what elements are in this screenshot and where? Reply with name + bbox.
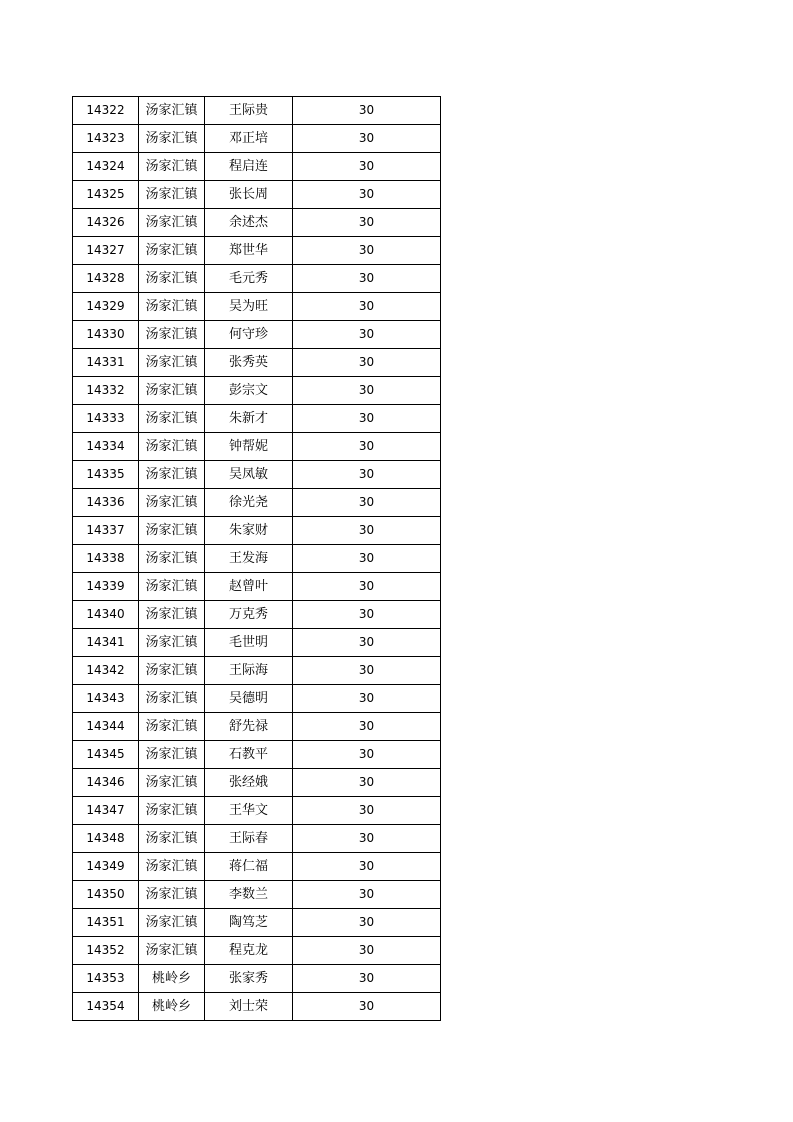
- person-name-cell: 李数兰: [205, 881, 293, 909]
- town-cell: 汤家汇镇: [139, 125, 205, 153]
- town-cell: 汤家汇镇: [139, 573, 205, 601]
- town-cell: 汤家汇镇: [139, 153, 205, 181]
- row-id-cell: 14349: [73, 853, 139, 881]
- person-name-cell: 刘士荣: [205, 993, 293, 1021]
- town-cell: 汤家汇镇: [139, 237, 205, 265]
- person-name-cell: 王发海: [205, 545, 293, 573]
- town-cell: 汤家汇镇: [139, 825, 205, 853]
- table-row: [73, 125, 441, 153]
- person-name-cell: 程启连: [205, 153, 293, 181]
- table-row: [73, 433, 441, 461]
- town-cell: 汤家汇镇: [139, 881, 205, 909]
- row-id-cell: 14346: [73, 769, 139, 797]
- amount-cell: 30: [293, 321, 441, 349]
- town-cell: 汤家汇镇: [139, 853, 205, 881]
- town-cell: 汤家汇镇: [139, 657, 205, 685]
- town-cell: 汤家汇镇: [139, 629, 205, 657]
- amount-cell: 30: [293, 965, 441, 993]
- town-cell: 汤家汇镇: [139, 769, 205, 797]
- table-row: [73, 405, 441, 433]
- amount-cell: 30: [293, 293, 441, 321]
- town-cell: 汤家汇镇: [139, 349, 205, 377]
- person-name-cell: 邓正培: [205, 125, 293, 153]
- town-cell: 汤家汇镇: [139, 97, 205, 125]
- row-id-cell: 14334: [73, 433, 139, 461]
- town-cell: 汤家汇镇: [139, 937, 205, 965]
- row-id-cell: 14333: [73, 405, 139, 433]
- table-row: [73, 573, 441, 601]
- amount-cell: 30: [293, 433, 441, 461]
- amount-cell: 30: [293, 853, 441, 881]
- row-id-cell: 14344: [73, 713, 139, 741]
- table-row: [73, 377, 441, 405]
- table-row: [73, 545, 441, 573]
- person-name-cell: 何守珍: [205, 321, 293, 349]
- table-row: [73, 881, 441, 909]
- table-row: [73, 657, 441, 685]
- town-cell: 汤家汇镇: [139, 293, 205, 321]
- amount-cell: 30: [293, 909, 441, 937]
- amount-cell: 30: [293, 153, 441, 181]
- row-id-cell: 14326: [73, 209, 139, 237]
- row-id-cell: 14348: [73, 825, 139, 853]
- row-id-cell: 14350: [73, 881, 139, 909]
- row-id-cell: 14340: [73, 601, 139, 629]
- town-cell: 汤家汇镇: [139, 181, 205, 209]
- town-cell: 汤家汇镇: [139, 909, 205, 937]
- person-name-cell: 万克秀: [205, 601, 293, 629]
- table-body: [73, 97, 441, 1021]
- town-cell: 汤家汇镇: [139, 685, 205, 713]
- person-name-cell: 吴凤敏: [205, 461, 293, 489]
- person-name-cell: 毛世明: [205, 629, 293, 657]
- row-id-cell: 14322: [73, 97, 139, 125]
- amount-cell: 30: [293, 349, 441, 377]
- person-name-cell: 吴为旺: [205, 293, 293, 321]
- row-id-cell: 14324: [73, 153, 139, 181]
- town-cell: 汤家汇镇: [139, 209, 205, 237]
- amount-cell: 30: [293, 881, 441, 909]
- amount-cell: 30: [293, 377, 441, 405]
- table-row: [73, 181, 441, 209]
- town-cell: 汤家汇镇: [139, 461, 205, 489]
- town-cell: 桃岭乡: [139, 993, 205, 1021]
- table-row: [73, 909, 441, 937]
- table-row: [73, 685, 441, 713]
- person-name-cell: 朱新才: [205, 405, 293, 433]
- table-row: [73, 629, 441, 657]
- table-row: [73, 993, 441, 1021]
- table-row: [73, 741, 441, 769]
- person-name-cell: 朱家财: [205, 517, 293, 545]
- person-name-cell: 舒先禄: [205, 713, 293, 741]
- town-cell: 汤家汇镇: [139, 433, 205, 461]
- table-row: [73, 293, 441, 321]
- amount-cell: 30: [293, 741, 441, 769]
- table-row: [73, 461, 441, 489]
- table-row: [73, 937, 441, 965]
- row-id-cell: 14329: [73, 293, 139, 321]
- amount-cell: 30: [293, 993, 441, 1021]
- row-id-cell: 14332: [73, 377, 139, 405]
- person-name-cell: 张长周: [205, 181, 293, 209]
- row-id-cell: 14354: [73, 993, 139, 1021]
- town-cell: 汤家汇镇: [139, 265, 205, 293]
- amount-cell: 30: [293, 685, 441, 713]
- person-name-cell: 吴德明: [205, 685, 293, 713]
- table-row: [73, 209, 441, 237]
- person-name-cell: 徐光尧: [205, 489, 293, 517]
- amount-cell: 30: [293, 601, 441, 629]
- table-row: [73, 853, 441, 881]
- town-cell: 汤家汇镇: [139, 797, 205, 825]
- table-row: [73, 769, 441, 797]
- row-id-cell: 14352: [73, 937, 139, 965]
- row-id-cell: 14343: [73, 685, 139, 713]
- amount-cell: 30: [293, 797, 441, 825]
- row-id-cell: 14347: [73, 797, 139, 825]
- data-table: [72, 96, 441, 1021]
- table-row: [73, 825, 441, 853]
- town-cell: 汤家汇镇: [139, 545, 205, 573]
- row-id-cell: 14336: [73, 489, 139, 517]
- town-cell: 汤家汇镇: [139, 713, 205, 741]
- amount-cell: 30: [293, 629, 441, 657]
- person-name-cell: 毛元秀: [205, 265, 293, 293]
- amount-cell: 30: [293, 937, 441, 965]
- row-id-cell: 14335: [73, 461, 139, 489]
- table-row: [73, 517, 441, 545]
- amount-cell: 30: [293, 545, 441, 573]
- person-name-cell: 陶笃芝: [205, 909, 293, 937]
- amount-cell: 30: [293, 517, 441, 545]
- person-name-cell: 王际贵: [205, 97, 293, 125]
- row-id-cell: 14353: [73, 965, 139, 993]
- table-row: [73, 713, 441, 741]
- town-cell: 汤家汇镇: [139, 405, 205, 433]
- table-row: [73, 97, 441, 125]
- amount-cell: 30: [293, 825, 441, 853]
- town-cell: 汤家汇镇: [139, 489, 205, 517]
- row-id-cell: 14330: [73, 321, 139, 349]
- row-id-cell: 14337: [73, 517, 139, 545]
- table-row: [73, 153, 441, 181]
- town-cell: 汤家汇镇: [139, 517, 205, 545]
- row-id-cell: 14351: [73, 909, 139, 937]
- amount-cell: 30: [293, 489, 441, 517]
- amount-cell: 30: [293, 657, 441, 685]
- row-id-cell: 14328: [73, 265, 139, 293]
- table-row: [73, 321, 441, 349]
- person-name-cell: 张家秀: [205, 965, 293, 993]
- person-name-cell: 王际春: [205, 825, 293, 853]
- person-name-cell: 赵曾叶: [205, 573, 293, 601]
- table-row: [73, 265, 441, 293]
- table-row: [73, 489, 441, 517]
- table-row: [73, 601, 441, 629]
- amount-cell: 30: [293, 97, 441, 125]
- table-row: [73, 349, 441, 377]
- amount-cell: 30: [293, 573, 441, 601]
- person-name-cell: 石教平: [205, 741, 293, 769]
- row-id-cell: 14345: [73, 741, 139, 769]
- amount-cell: 30: [293, 769, 441, 797]
- town-cell: 汤家汇镇: [139, 601, 205, 629]
- row-id-cell: 14341: [73, 629, 139, 657]
- row-id-cell: 14342: [73, 657, 139, 685]
- person-name-cell: 王际海: [205, 657, 293, 685]
- row-id-cell: 14325: [73, 181, 139, 209]
- amount-cell: 30: [293, 405, 441, 433]
- amount-cell: 30: [293, 125, 441, 153]
- town-cell: 汤家汇镇: [139, 377, 205, 405]
- person-name-cell: 郑世华: [205, 237, 293, 265]
- town-cell: 汤家汇镇: [139, 321, 205, 349]
- amount-cell: 30: [293, 265, 441, 293]
- row-id-cell: 14331: [73, 349, 139, 377]
- person-name-cell: 彭宗文: [205, 377, 293, 405]
- town-cell: 汤家汇镇: [139, 741, 205, 769]
- person-name-cell: 张秀英: [205, 349, 293, 377]
- amount-cell: 30: [293, 461, 441, 489]
- row-id-cell: 14327: [73, 237, 139, 265]
- person-name-cell: 钟帮妮: [205, 433, 293, 461]
- row-id-cell: 14338: [73, 545, 139, 573]
- person-name-cell: 王华文: [205, 797, 293, 825]
- table-row: [73, 797, 441, 825]
- row-id-cell: 14339: [73, 573, 139, 601]
- table-row: [73, 965, 441, 993]
- town-cell: 桃岭乡: [139, 965, 205, 993]
- amount-cell: 30: [293, 237, 441, 265]
- person-name-cell: 张经娥: [205, 769, 293, 797]
- row-id-cell: 14323: [73, 125, 139, 153]
- person-name-cell: 余述杰: [205, 209, 293, 237]
- person-name-cell: 蒋仁福: [205, 853, 293, 881]
- person-name-cell: 程克龙: [205, 937, 293, 965]
- amount-cell: 30: [293, 713, 441, 741]
- amount-cell: 30: [293, 181, 441, 209]
- amount-cell: 30: [293, 209, 441, 237]
- table-row: [73, 237, 441, 265]
